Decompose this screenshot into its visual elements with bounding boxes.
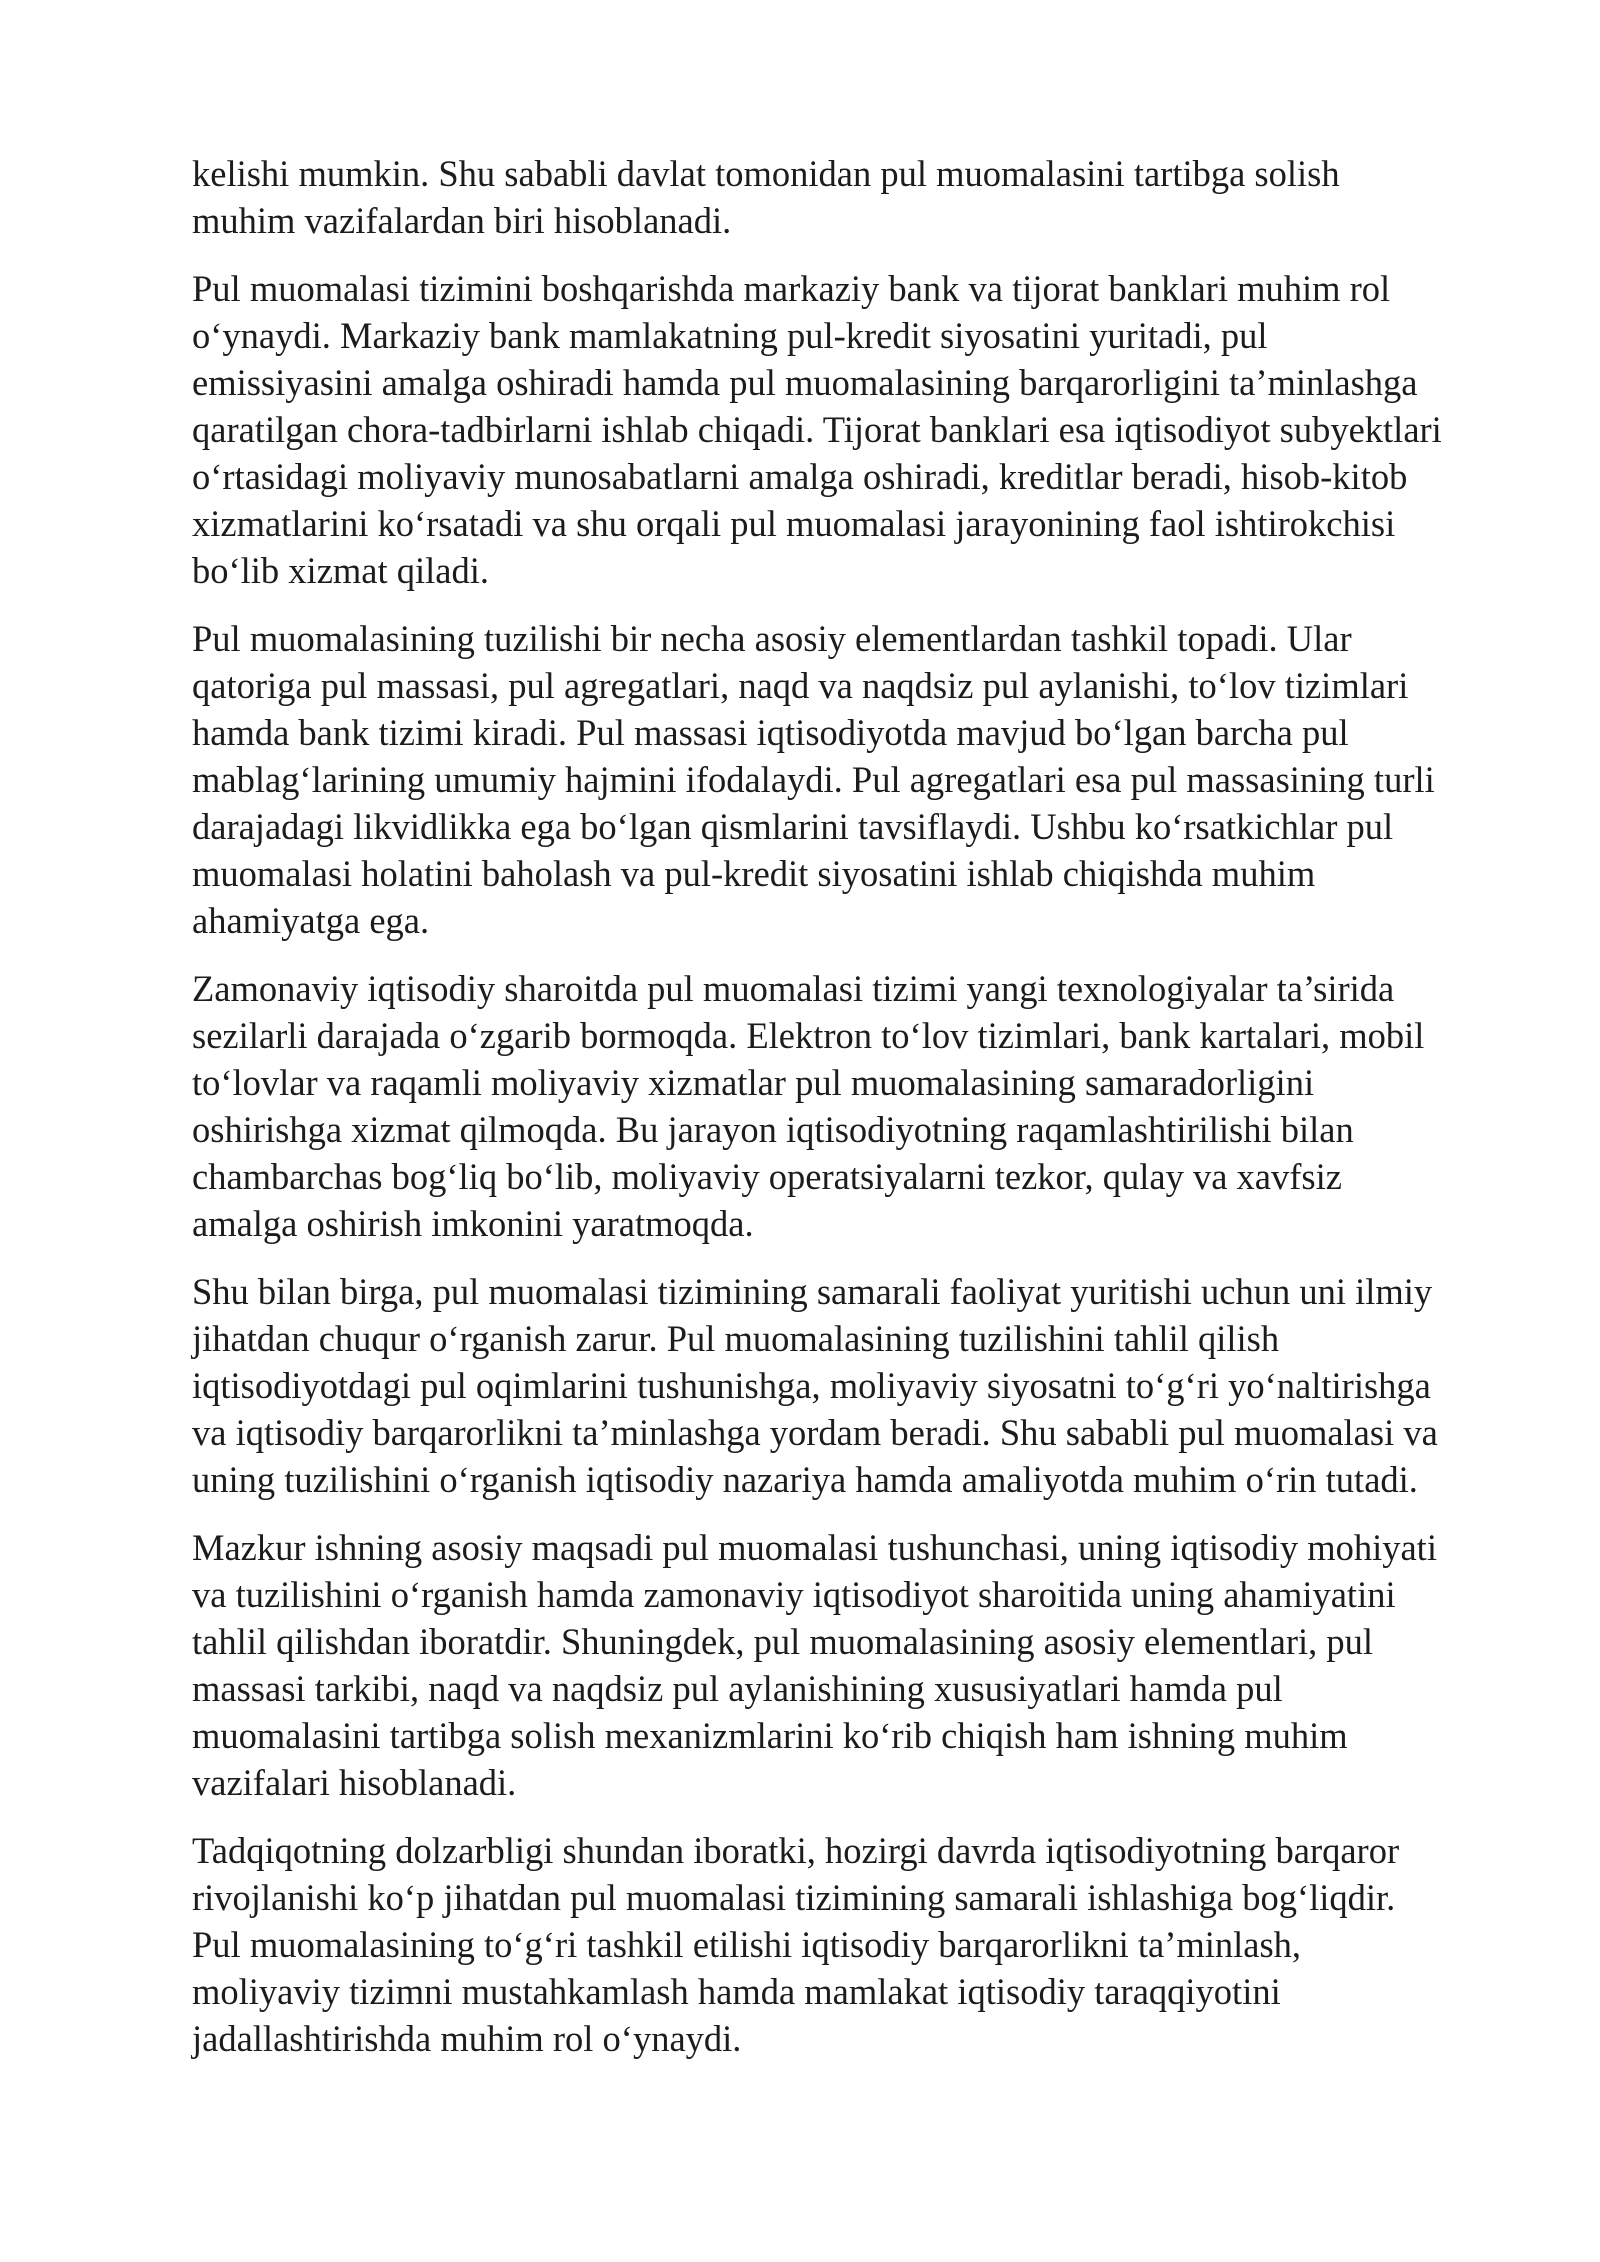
text-line: Pul muomalasining to‘g‘ri tashkil etilishi iqtisodiy barqarorlikni ta’minlash, — [192, 1924, 1302, 1965]
text-line: mablag‘larining umumiy hajmini ifodalaydi. Pul agregatlari esa pul massasining turli — [192, 759, 1435, 800]
text-line: muomalasi holatini baholash va pul-kredit siyosatini ishlab chiqishda muhim — [192, 853, 1316, 894]
text-line: Tadqiqotning dolzarbligi shundan iboratki, hozirgi davrda iqtisodiyotning barqaror — [192, 1830, 1400, 1871]
text-line: ahamiyatga ega. — [192, 900, 430, 941]
text-line: kelishi mumkin. Shu sababli davlat tomonidan pul muomalasini tartibga solish — [192, 153, 1340, 194]
text-line: jihatdan chuqur o‘rganish zarur. Pul muomalasining tuzilishini tahlil qilish — [192, 1318, 1280, 1359]
text-line: to‘lovlar va raqamli moliyaviy xizmatlar pul muomalasining samaradorligini — [192, 1062, 1315, 1103]
text-line: bo‘lib xizmat qiladi. — [192, 550, 490, 591]
text-line: xizmatlarini ko‘rsatadi va shu orqali pul muomalasi jarayonining faol ishtirokchisi — [192, 503, 1396, 544]
text-line: iqtisodiyotdagi pul oqimlarini tushunishga, moliyaviy siyosatni to‘g‘ri yo‘naltirishga — [192, 1365, 1431, 1406]
text-line: chambarchas bog‘liq bo‘lib, moliyaviy operatsiyalarni tezkor, qulay va xavfsiz — [192, 1156, 1342, 1197]
paragraph-5 — [192, 1268, 1492, 1503]
text-line: moliyaviy tizimni mustahkamlash hamda mamlakat iqtisodiy taraqqiyotini — [192, 1971, 1281, 2012]
text-line: va tuzilishini o‘rganish hamda zamonaviy iqtisodiyot sharoitida uning ahamiyatini — [192, 1574, 1396, 1615]
text-line: o‘rtasidagi moliyaviy munosabatlarni amalga oshiradi, kreditlar beradi, hisob-kitob — [192, 456, 1408, 497]
paragraph-2 — [192, 265, 1492, 594]
paragraph-6 — [192, 1524, 1492, 1806]
text-line: sezilarli darajada o‘zgarib bormoqda. Elektron to‘lov tizimlari, bank kartalari, mobil — [192, 1015, 1425, 1056]
text-line: Mazkur ishning asosiy maqsadi pul muomalasi tushunchasi, uning iqtisodiy mohiyati — [192, 1527, 1437, 1568]
paragraph-4 — [192, 965, 1492, 1247]
text-line: Zamonaviy iqtisodiy sharoitda pul muomalasi tizimi yangi texnologiyalar ta’sirida — [192, 968, 1395, 1009]
text-line: oshirishga xizmat qilmoqda. Bu jarayon iqtisodiyotning raqamlashtirilishi bilan — [192, 1109, 1354, 1150]
text-line: Shu bilan birga, pul muomalasi tizimining samarali faoliyat yuritishi uchun uni ilmiy — [192, 1271, 1433, 1312]
text-line: darajadagi likvidlikka ega bo‘lgan qismlarini tavsiflaydi. Ushbu ko‘rsatkichlar pul — [192, 806, 1394, 847]
text-line: Pul muomalasi tizimini boshqarishda markaziy bank va tijorat banklari muhim rol — [192, 268, 1391, 309]
text-line: massasi tarkibi, naqd va naqdsiz pul aylanishining xususiyatlari hamda pul — [192, 1668, 1283, 1709]
text-line: uning tuzilishini o‘rganish iqtisodiy nazariya hamda amaliyotda muhim o‘rin tutadi. — [192, 1459, 1418, 1500]
paragraph-3 — [192, 615, 1492, 944]
paragraph-1 — [192, 150, 1492, 244]
text-line: muhim vazifalardan biri hisoblanadi. — [192, 200, 732, 241]
paragraph-7 — [192, 1827, 1492, 2062]
text-line: va iqtisodiy barqarorlikni ta’minlashga yordam beradi. Shu sababli pul muomalasi va — [192, 1412, 1438, 1453]
text-line: vazifalari hisoblanadi. — [192, 1762, 517, 1803]
text-line: jadallashtirishda muhim rol o‘ynaydi. — [192, 2018, 742, 2059]
text-line: amalga oshirish imkonini yaratmoqda. — [192, 1203, 754, 1244]
text-line: tahlil qilishdan iboratdir. Shuningdek, pul muomalasining asosiy elementlari, pul — [192, 1621, 1374, 1662]
text-line: muomalasini tartibga solish mexanizmlarini ko‘rib chiqish ham ishning muhim — [192, 1715, 1348, 1756]
document-body — [192, 150, 1492, 2083]
text-line: o‘ynaydi. Markaziy bank mamlakatning pul-kredit siyosatini yuritadi, pul — [192, 315, 1268, 356]
text-line: qatoriga pul massasi, pul agregatlari, naqd va naqdsiz pul aylanishi, to‘lov tizimlari — [192, 665, 1409, 706]
text-line: emissiyasini amalga oshiradi hamda pul muomalasining barqarorligini ta’minlashga — [192, 362, 1418, 403]
text-line: hamda bank tizimi kiradi. Pul massasi iqtisodiyotda mavjud bo‘lgan barcha pul — [192, 712, 1349, 753]
text-line: Pul muomalasining tuzilishi bir necha asosiy elementlardan tashkil topadi. Ular — [192, 618, 1352, 659]
text-line: qaratilgan chora-tadbirlarni ishlab chiqadi. Tijorat banklari esa iqtisodiyot subyektlari — [192, 409, 1442, 450]
text-line: rivojlanishi ko‘p jihatdan pul muomalasi tizimining samarali ishlashiga bog‘liqdir. — [192, 1877, 1396, 1918]
